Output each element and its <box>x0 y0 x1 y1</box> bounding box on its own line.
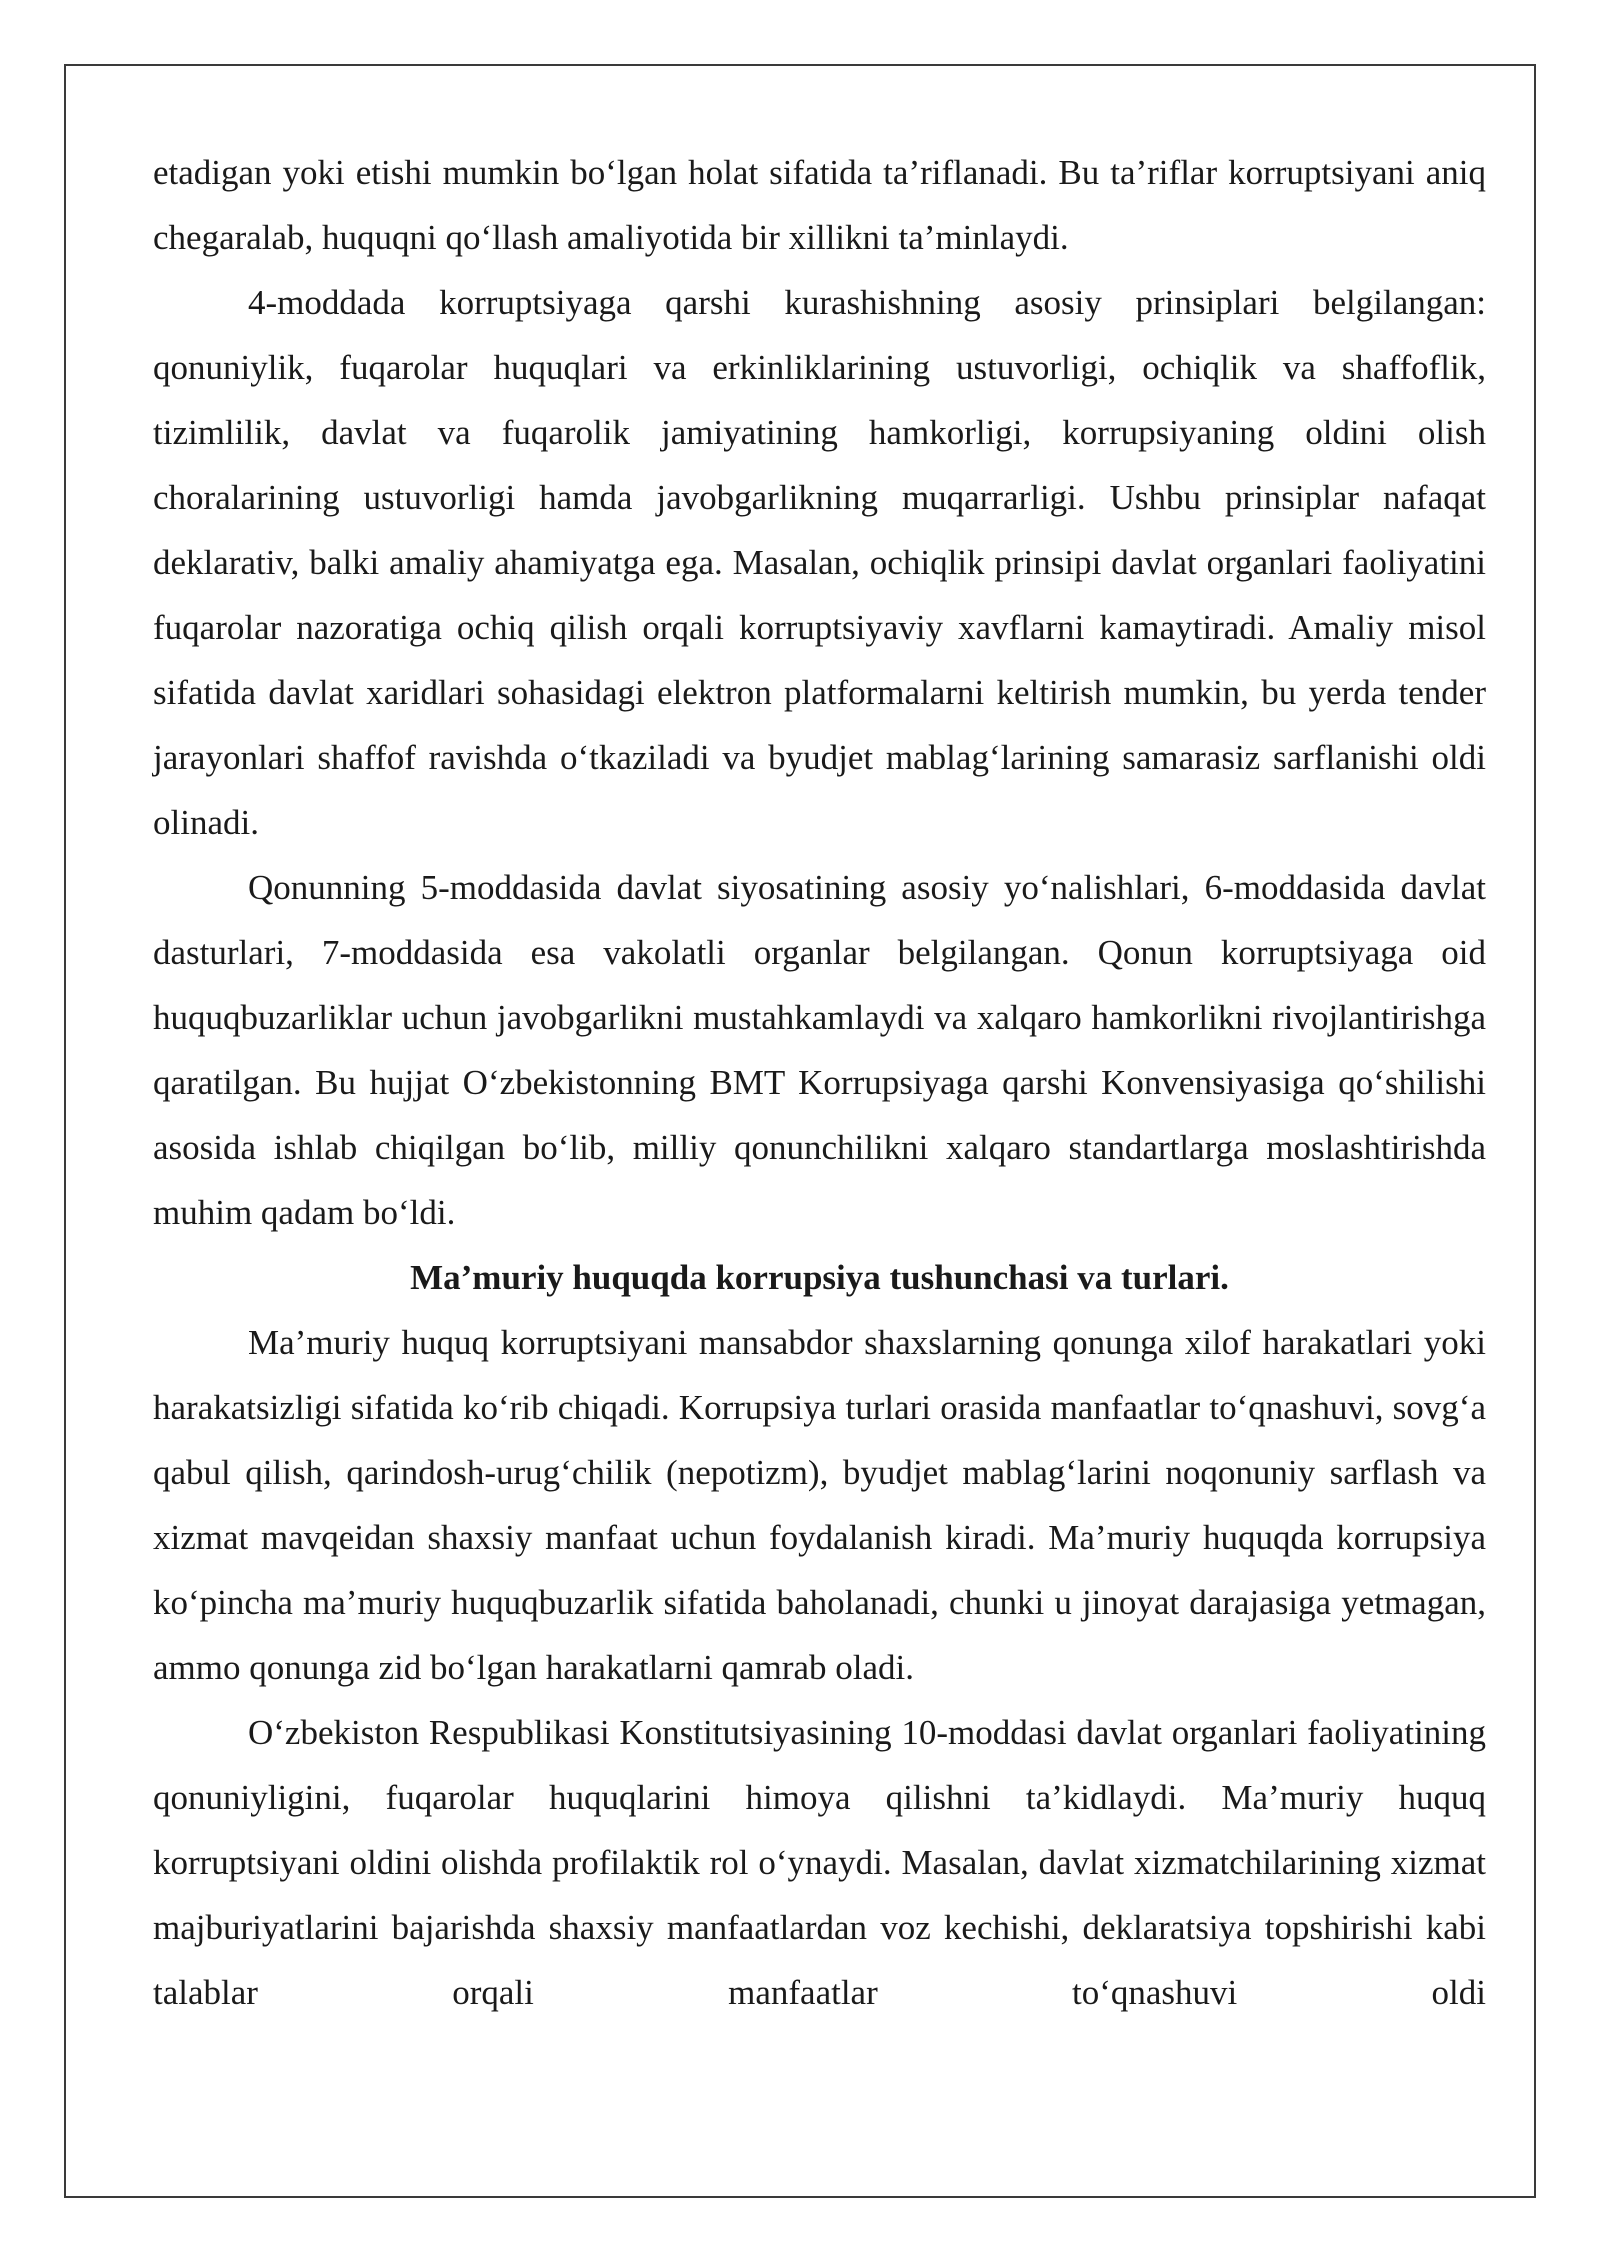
document-body <box>153 140 1486 2025</box>
paragraph-continuation: etadigan yoki etishi mumkin bo‘lgan holat sifatida ta’riflanadi. Bu ta’riflar korruptsiyani aniq chegaralab, huquqni qo‘llash amaliyotida bir xillikni ta’minlaydi. <box>153 153 1486 257</box>
paragraph-article-4-principles: 4-moddada korruptsiyaga qarshi kurashishning asosiy prinsiplari belgilangan: qonuniylik, fuqarolar huquqlari va erkinliklarining ustuvorligi, ochiqlik va shaffoflik, tizimlilik, davlat va fuqarolik jamiyatining hamkorligi, korrupsiyaning oldini olish choralarining ustuvorligi hamda javobgarlikning muqarrarligi. Ushbu prinsiplar nafaqat deklarativ, balki amaliy ahamiyatga ega. Masalan, ochiqlik prinsipi davlat organlari faoliyatini fuqarolar nazoratiga ochiq qilish orqali korruptsiyaviy xavflarni kamaytiradi. Amaliy misol sifatida davlat xaridlari sohasidagi elektron platformalarni keltirish mumkin, bu yerda tender jarayonlari shaffof ravishda o‘tkaziladi va byudjet mablag‘larining samarasiz sarflanishi oldi olinadi. <box>153 283 1486 842</box>
paragraph-articles-5-7: Qonunning 5-moddasida davlat siyosatining asosiy yo‘nalishlari, 6-moddasida davlat dasturlari, 7-moddasida esa vakolatli organlar belgilangan. Qonun korruptsiyaga oid huquqbuzarliklar uchun javobgarlikni mustahkamlaydi va xalqaro hamkorlikni rivojlantirishga qaratilgan. Bu hujjat O‘zbekistonning BMT Korrupsiyaga qarshi Konvensiyasiga qo‘shilishi asosida ishlab chiqilgan bo‘lib, milliy qonunchilikni xalqaro standartlarga moslashtirishda muhim qadam bo‘ldi. <box>153 868 1486 1232</box>
paragraph-administrative-law: Ma’muriy huquq korruptsiyani mansabdor shaxslarning qonunga xilof harakatlari yoki harakatsizligi sifatida ko‘rib chiqadi. Korrupsiya turlari orasida manfaatlar to‘qnashuvi, sovg‘a qabul qilish, qarindosh-urug‘chilik (nepotizm), byudjet mablag‘larini noqonuniy sarflash va xizmat mavqeidan shaxsiy manfaat uchun foydalanish kiradi. Ma’muriy huquqda korrupsiya ko‘pincha ma’muriy huquqbuzarlik sifatida baholanadi, chunki u jinoyat darajasiga yetmagan, ammo qonunga zid bo‘lgan harakatlarni qamrab oladi. <box>153 1323 1486 1687</box>
paragraph-constitution-article-10: O‘zbekiston Respublikasi Konstitutsiyasining 10-moddasi davlat organlari faoliyatining qonuniyligini, fuqarolar huquqlarini himoya qilishni ta’kidlaydi. Ma’muriy huquq korruptsiyani oldini olishda profilaktik rol o‘ynaydi. Masalan, davlat xizmatchilarining xizmat majburiyatlarini bajarishda shaxsiy manfaatlardan voz kechishi, deklaratsiya topshirishi kabi talablar orqali manfaatlar to‘qnashuvi oldi <box>153 1713 1486 2012</box>
section-heading: Ma’muriy huquqda korrupsiya tushunchasi va turlari. <box>410 1258 1229 1297</box>
